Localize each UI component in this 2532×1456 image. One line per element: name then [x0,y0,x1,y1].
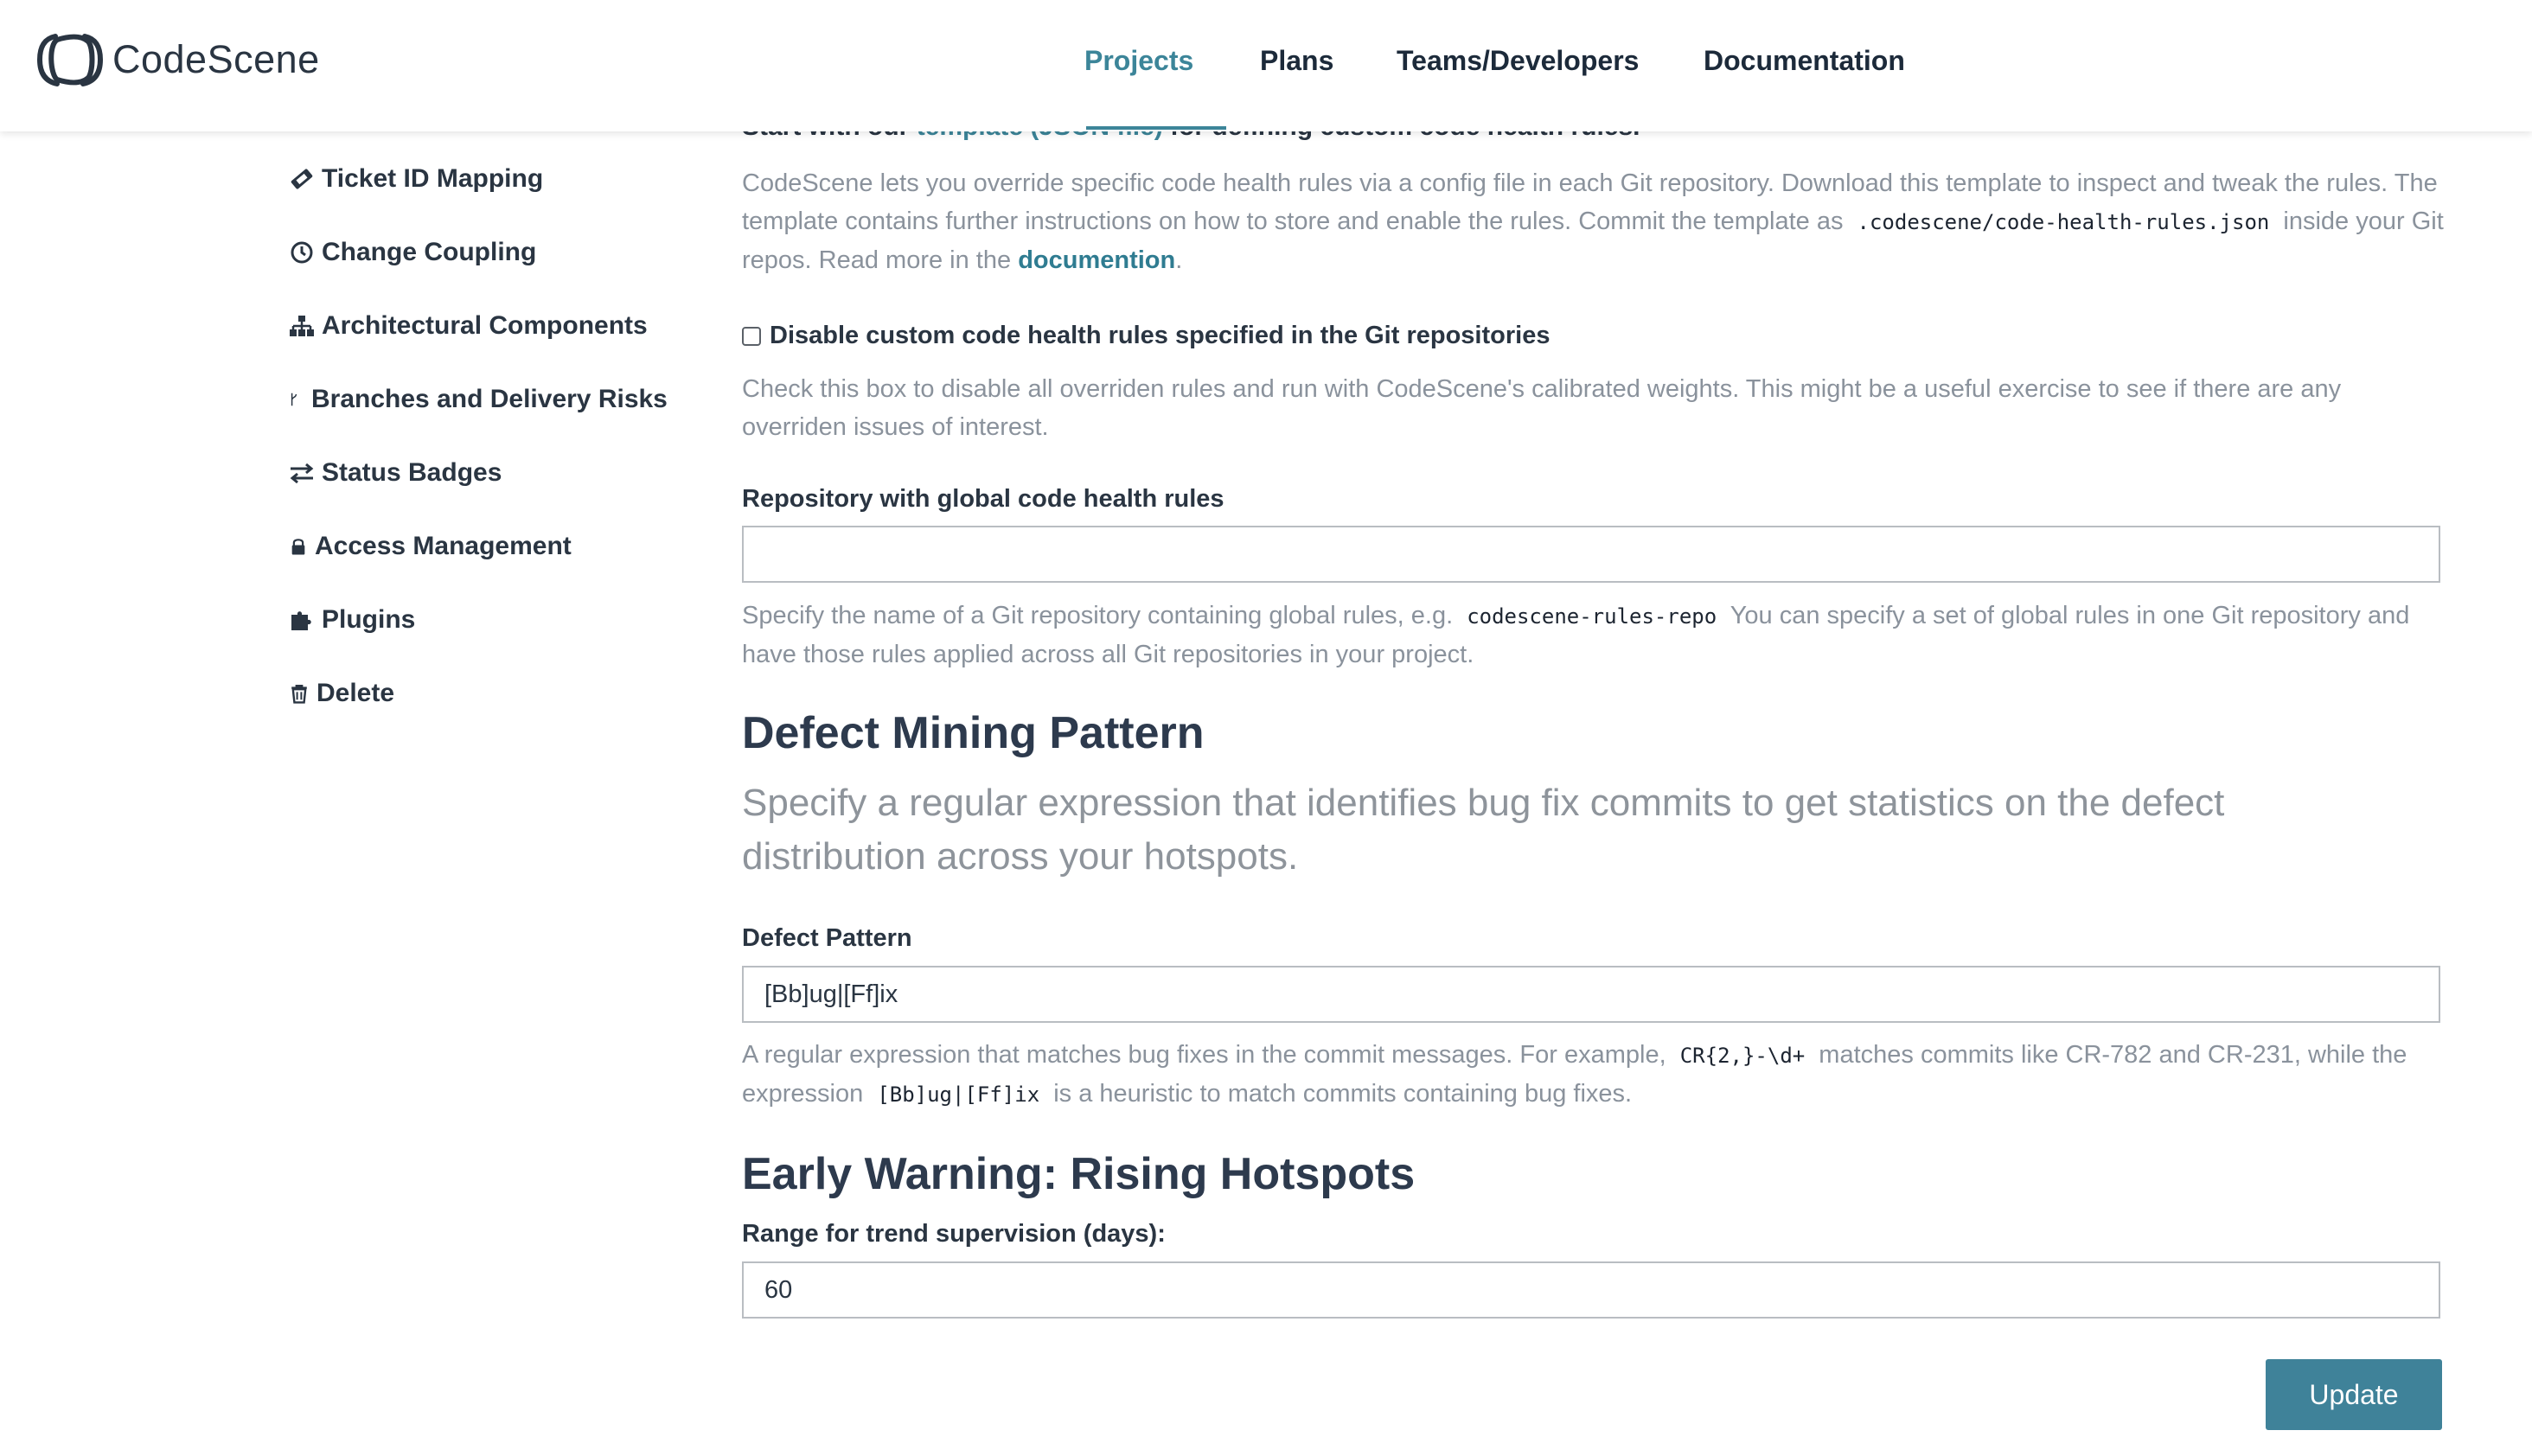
help-text-part: You can specify a set of global rules in one Git repository and have those rules applied across all Git repositories in your project. [742,602,2410,668]
lock-icon [289,533,308,559]
help-text-end: . [1175,246,1183,274]
code-health-help-text [742,164,2446,279]
documentation-link[interactable]: documention [1018,246,1176,274]
puzzle-icon [289,607,315,633]
trash-icon [289,680,310,706]
sidebar-item-label: Ticket ID Mapping [322,164,544,193]
help-code: [Bb]ug|[Ff]ix [877,1082,1040,1107]
help-code: CR{2,}-\d+ [1679,1044,1806,1068]
sidebar-item-plugins[interactable] [289,605,415,635]
early-warning-heading: Early Warning: Rising Hotspots [742,1149,1416,1199]
help-text-part: CodeScene lets you override specific code health rules via a config file in each Git repository. Download this template to inspect and tweak the rules. The template contains further instructions on how to store and enable the rules. Commit the template as [742,169,2438,235]
branch-icon [289,386,304,412]
sitemap-icon [289,313,315,339]
sidebar-item-change-coupling[interactable] [289,238,536,267]
defect-pattern-help [742,1036,2446,1114]
sidebar-item-delete[interactable] [289,679,394,708]
help-text-part: is a heuristic to match commits containing bug fixes. [1053,1080,1633,1108]
global-repo-label: Repository with global code health rules [742,485,1224,513]
nav-teams-developers[interactable]: Teams/Developers [1397,45,1640,76]
ticket-icon [289,166,315,192]
trend-range-label: Range for trend supervision (days): [742,1220,1166,1248]
help-text-part: inside your Git repos. Read more in the [742,208,2444,274]
disable-rules-row [742,322,1550,350]
sidebar-item-label: Access Management [315,532,572,560]
sidebar-item-access-management[interactable] [289,532,572,561]
sidebar-item-label: Status Badges [322,458,502,487]
codescene-logo-icon [36,31,104,88]
sidebar-item-label: Architectural Components [322,311,648,340]
global-repo-help [742,597,2446,674]
sidebar-item-ticket-id-mapping[interactable] [289,164,543,194]
help-code: .codescene/code-health-rules.json [1857,210,2270,234]
defect-pattern-label: Defect Pattern [742,924,912,952]
disable-rules-help: Check this box to disable all overriden rules and run with CodeScene's calibrated weights. This might be a useful exercise to see if there are any overriden issues of interest. [742,375,2342,441]
defect-mining-lead: Specify a regular expression that identifies bug fix commits to get statistics on the defect distribution across your hotspots. [742,782,2225,878]
update-button[interactable]: Update [2266,1359,2442,1430]
sidebar-item-label: Plugins [322,605,416,634]
help-code: codescene-rules-repo [1467,604,1717,629]
disable-rules-label[interactable]: Disable custom code health rules specified in the Git repositories [770,322,1551,349]
defect-mining-heading: Defect Mining Pattern [742,708,1205,758]
help-text-part: matches commits like CR-782 and CR-231, while the expression [742,1041,2407,1108]
help-text-part: A regular expression that matches bug fixes in the commit messages. For example, [742,1041,1666,1069]
sidebar-item-label: Change Coupling [322,238,537,266]
defect-pattern-input[interactable] [742,966,2440,1023]
codescene-logo[interactable] [36,29,320,90]
help-text-part: Specify the name of a Git repository containing global rules, e.g. [742,602,1454,629]
exchange-icon [289,460,315,486]
nav-projects[interactable]: Projects [1084,45,1194,76]
disable-rules-checkbox[interactable] [742,327,761,346]
logo-text: CodeScene [112,37,320,81]
top-header [0,0,2532,131]
sidebar-item-architectural-components[interactable] [289,311,648,341]
nav-active-indicator [1086,126,1226,130]
trend-range-input[interactable] [742,1261,2440,1319]
nav-plans[interactable]: Plans [1260,45,1334,76]
sidebar-item-status-badges[interactable] [289,458,502,488]
nav-documentation[interactable]: Documentation [1704,45,1905,76]
sidebar-item-label: Delete [316,679,395,707]
sidebar-item-branches-delivery-risks[interactable] [289,385,668,414]
global-repo-input[interactable] [742,526,2440,583]
clock-icon [289,239,315,265]
sidebar-item-label: Branches and Delivery Risks [311,385,668,413]
